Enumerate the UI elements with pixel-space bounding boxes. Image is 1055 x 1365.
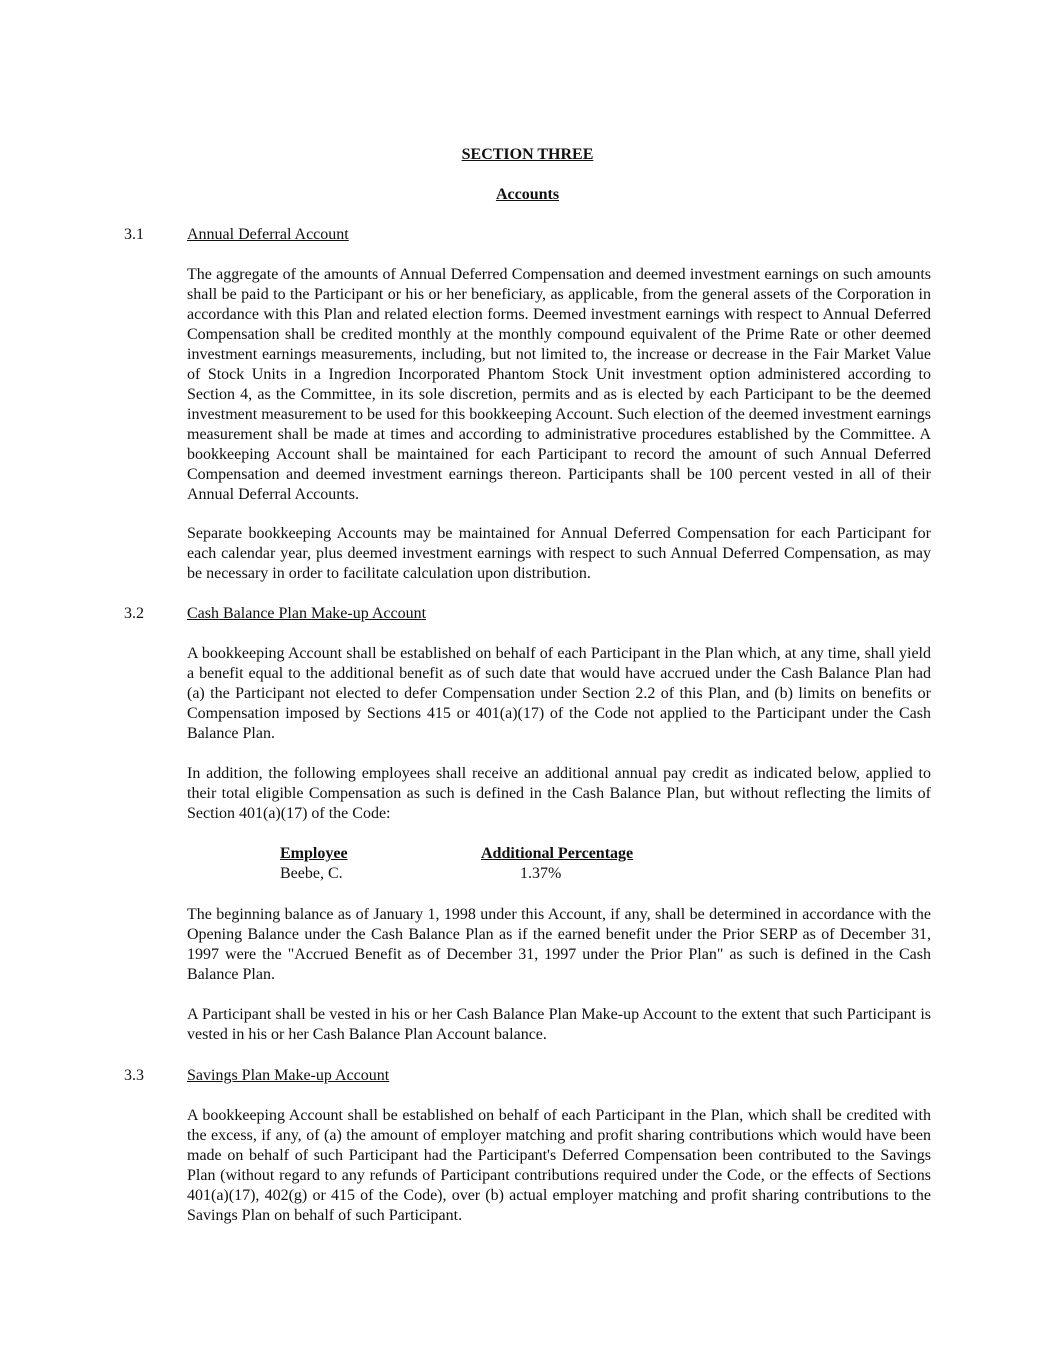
paragraph-3-3-a: A bookkeeping Account shall be established on behalf of each Participant in the Plan, which shall be credited with the excess, if any, of (a) the amount of employer matching and profit sharing contributions which would have been made on behalf of such Participant had the Participant's Deferred Compensation been contributed to the Savings Plan (without regard to any refunds of Participant contributions required under the Code, or the effects of Sections 401(a)(17), 402(g) or 415 of the Code), over (b) actual employer matching and profit sharing contributions to the Savings Plan on behalf of such Participant. (187, 1107, 931, 1224)
section-subtitle: Accounts (495, 186, 560, 203)
paragraph-3-1-b: Separate bookkeeping Accounts may be maintained for Annual Deferred Compensation for each Participant for each calendar year, plus deemed investment earnings with respect to such Annual Deferred Compensation, as may be necessary in order to facilitate calculation upon distribution. (187, 525, 931, 582)
paragraph-3-2-b: In addition, the following employees shall receive an additional annual pay credit as indicated below, applied to their total eligible Compensation as such is defined in the Cash Balance Plan, but without reflecting the limits of Section 401(a)(17) of the Code: (187, 765, 931, 822)
paragraph-3-1-a: The aggregate of the amounts of Annual Deferred Compensation and deemed investment earnings on such amounts shall be paid to the Participant or his or her beneficiary, as applicable, from the general assets of the Corporation in accordance with this Plan and related election forms. Deemed investment earnings with respect to Annual Deferred Compensation shall be credited monthly at the monthly compound equivalent of the Prime Rate or other deemed investment earnings measurements, including, but not limited to, the increase or decrease in the Fair Market Value of Stock Units in a Ingredion Incorporated Phantom Stock Unit investment option administered according to Section 4, as the Committee, in its sole discretion, permits and as is elected by each Participant to be the deemed investment measurement to be used for this bookkeeping Account. Such election of the deemed investment earnings measurement shall be made at times and according to administrative procedures established by the Committee. A bookkeeping Account shall be maintained for each Participant to record the amount of such Annual Deferred Compensation and deemed investment earnings thereon. Participants shall be 100 percent vested in all of their Annual Deferral Accounts. (187, 266, 931, 503)
paragraph-3-2-d: A Participant shall be vested in his or her Cash Balance Plan Make-up Account to the extent that such Participant is vested in his or her Cash Balance Plan Account balance. (187, 1006, 931, 1043)
section-heading-3-3: Savings Plan Make-up Account (187, 1067, 390, 1084)
paragraph-3-2-c: The beginning balance as of January 1, 1998 under this Account, if any, shall be determined in accordance with the Opening Balance under the Cash Balance Plan as if the earned benefit under the Prior SERP as of December 31, 1997 were the "Accrued Benefit as of December 31, 1997 under the Prior Plan" as such is defined in the Cash Balance Plan. (187, 906, 931, 983)
section-heading-3-2: Cash Balance Plan Make-up Account (187, 605, 427, 622)
section-number-3-1: 3.1 (124, 226, 144, 243)
section-number-3-3: 3.3 (124, 1067, 144, 1084)
table-cell-percentage: 1.37% (520, 865, 562, 882)
table-cell-employee: Beebe, C. (280, 865, 343, 882)
section-title: SECTION THREE (461, 146, 594, 163)
section-number-3-2: 3.2 (124, 605, 144, 622)
section-heading-3-1: Annual Deferral Account (187, 226, 349, 243)
percentage-column-header: Additional Percentage (481, 845, 634, 862)
employee-column-header: Employee (280, 845, 348, 862)
paragraph-3-2-a: A bookkeeping Account shall be established on behalf of each Participant in the Plan which, at any time, shall yield a benefit equal to the additional benefit as of such date that would have accrued under the Cash Balance Plan had (a) the Participant not elected to defer Compensation under Section 2.2 of this Plan, and (b) limits on benefits or Compensation imposed by Sections 415 or 401(a)(17) of the Code not applied to the Participant under the Cash Balance Plan. (187, 645, 931, 742)
